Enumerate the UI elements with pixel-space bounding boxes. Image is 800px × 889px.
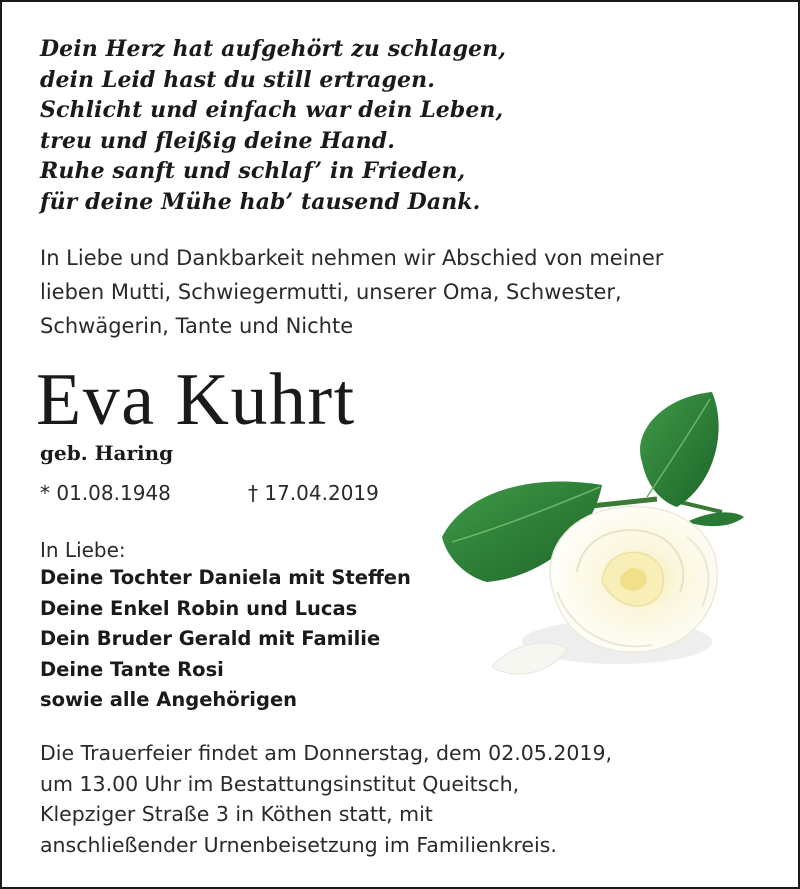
- mourner-line: Deine Enkel Robin und Lucas: [40, 596, 358, 620]
- white-rose-icon: [432, 387, 772, 702]
- deceased-name: Eva Kuhrt: [36, 359, 356, 441]
- birth-date: * 01.08.1948: [40, 481, 171, 505]
- death-date: † 17.04.2019: [248, 481, 379, 505]
- ceremony-line: Die Trauerfeier findet am Donnerstag, dem 02.05.2019,: [40, 741, 613, 765]
- poem-line: dein Leid hast du still ertragen.: [40, 66, 435, 93]
- ceremony-line: anschließender Urnenbeisetzung im Familienkreis.: [40, 832, 557, 857]
- poem-line: Schlicht und einfach war dein Leben,: [40, 97, 504, 123]
- poem-line: Ruhe sanft und schlaf’ in Frieden,: [40, 158, 466, 184]
- mourner-line: Deine Tante Rosi: [40, 657, 224, 681]
- mourner-line: Dein Bruder Gerald mit Familie: [40, 627, 381, 650]
- mourner-line: Deine Tochter Daniela mit Steffen: [40, 566, 411, 589]
- ceremony-details: [40, 738, 612, 860]
- intro-line: lieben Mutti, Schwiegermutti, unserer Oma, Schwester,: [40, 280, 622, 304]
- life-dates: [40, 478, 379, 508]
- birth-name: geb. Haring: [40, 441, 174, 465]
- poem: [40, 34, 506, 217]
- mourner-line: sowie alle Angehörigen: [40, 688, 298, 711]
- poem-line: für deine Mühe hab’ tausend Dank.: [40, 188, 481, 215]
- intro-line: Schwägerin, Tante und Nichte: [40, 314, 354, 338]
- ceremony-line: um 13.00 Uhr im Bestattungsinstitut Queitsch,: [40, 771, 520, 796]
- mourners-label: In Liebe:: [40, 538, 126, 562]
- intro-text: [40, 241, 740, 343]
- ceremony-line: Klepziger Straße 3 in Köthen statt, mit: [40, 802, 433, 826]
- mourners-list: [40, 563, 411, 716]
- poem-line: treu und fleißig deine Hand.: [40, 127, 395, 154]
- poem-line: Dein Herz hat aufgehört zu schlagen,: [40, 36, 507, 62]
- intro-line: In Liebe und Dankbarkeit nehmen wir Abschied von meiner: [40, 246, 664, 270]
